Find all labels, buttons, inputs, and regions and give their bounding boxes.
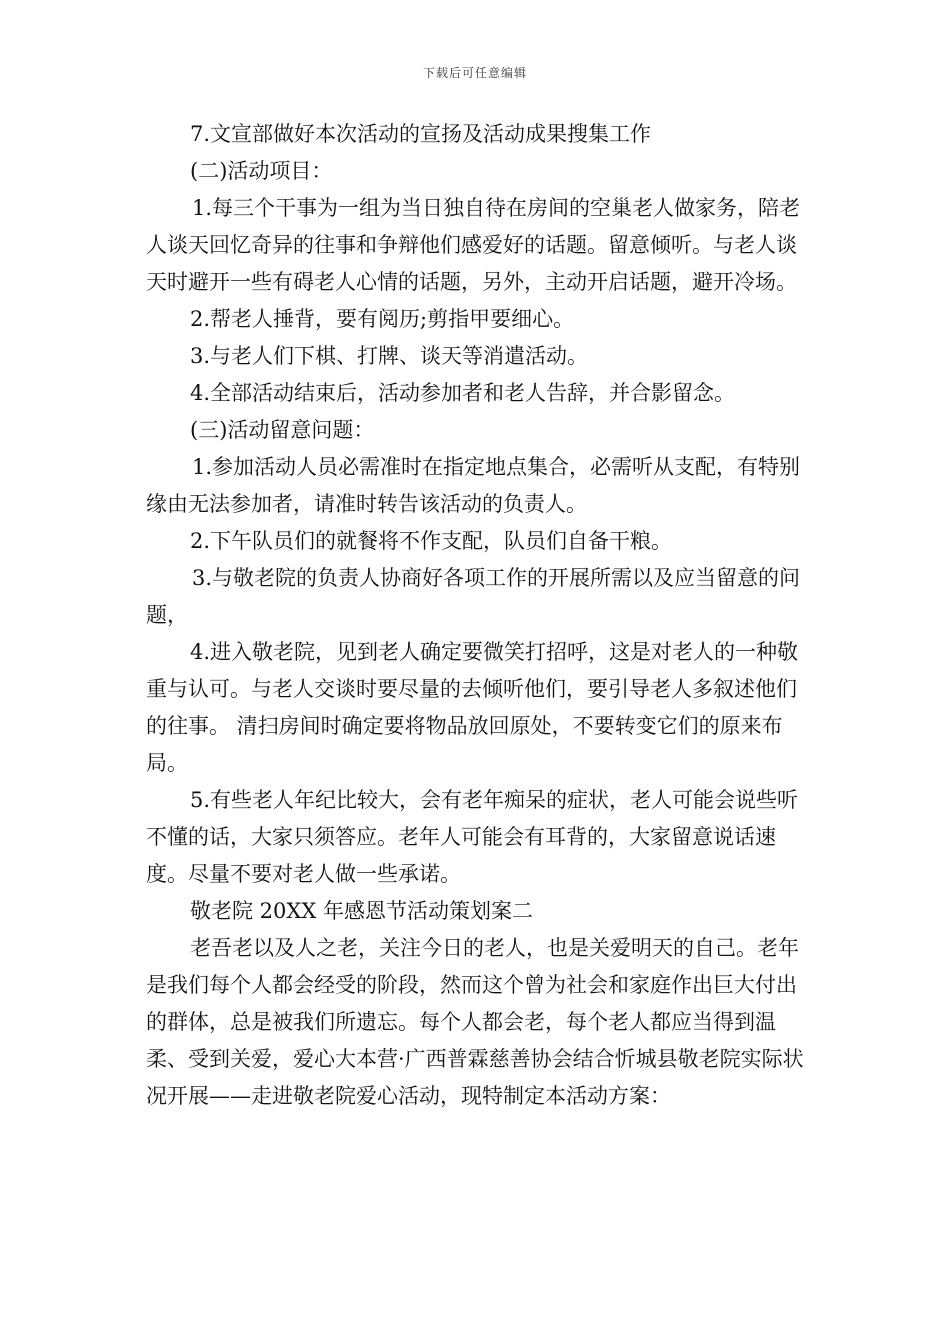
section-heading-notes: (三)活动留意问题： — [190, 418, 375, 442]
paragraph-item-7: 7.文宣部做好本次活动的宣扬及活动成果搜集工作 — [190, 122, 652, 146]
plan-title-2: 敬老院 20XX 年感恩节活动策划案二 — [190, 899, 533, 923]
paragraph-intro: 老吾老以及人之老，关注今日的老人，也是关爱明天的自己。老年是我们每个人都会经受的阶段，然而这个曾为社会和家庭作出巨大付出的群体，总是被我们所遗忘。每个人都会老，每个老人都应当得到温柔、受到关爱，爱心大本营·广西普霖慈善协会结合忻城县敬老院实际状况开展——走进敬老院爱心活动，现特制定本活动方案： — [146, 936, 804, 1108]
paragraph-note-1: 1.参加活动人员必需准时在指定地点集合，必需听从支配，有特别缘由无法参加者，请准时转告该活动的负责人。 — [146, 455, 801, 516]
paragraph-activity-1: 1.每三个干事为一组为当日独自待在房间的空巢老人做家务，陪老人谈天回忆奇异的往事和争辩他们感爱好的话题。留意倾听。与老人谈天时避开一些有碍老人心情的话题，另外，主动开启话题，避开冷场。 — [146, 196, 801, 294]
paragraph-note-4: 4.进入敬老院，见到老人确定要微笑打招呼，这是对老人的一种敬重与认可。与老人交谈时要尽量的去倾听他们，要引导老人多叙述他们的往事。 清扫房间时确定要将物品放回原处，不要转变它们的原来布局。 — [146, 640, 799, 775]
paragraph-activity-4: 4.全部活动结束后，活动参加者和老人告辞，并合影留念。 — [190, 381, 736, 405]
paragraph-activity-2: 2.帮老人捶背，要有阅历;剪指甲要细心。 — [190, 307, 575, 331]
paragraph-activity-3: 3.与老人们下棋、打牌、谈天等消遣活动。 — [190, 344, 589, 368]
section-heading-activities: (二)活动项目： — [190, 159, 333, 183]
paragraph-note-5: 5.有些老人年纪比较大，会有老年痴呆的症状，老人可能会说些听不懂的话，大家只须答应。老年人可能会有耳背的，大家留意说话速度。尽量不要对老人做一些承诺。 — [146, 788, 799, 886]
paragraph-note-2: 2.下午队员们的就餐将不作支配，队员们自备干粮。 — [190, 529, 673, 553]
page-header: 下载后可任意编辑 — [422, 66, 527, 80]
document-body — [146, 116, 810, 1115]
paragraph-note-3: 3.与敬老院的负责人协商好各项工作的开展所需以及应当留意的问题， — [146, 566, 801, 627]
